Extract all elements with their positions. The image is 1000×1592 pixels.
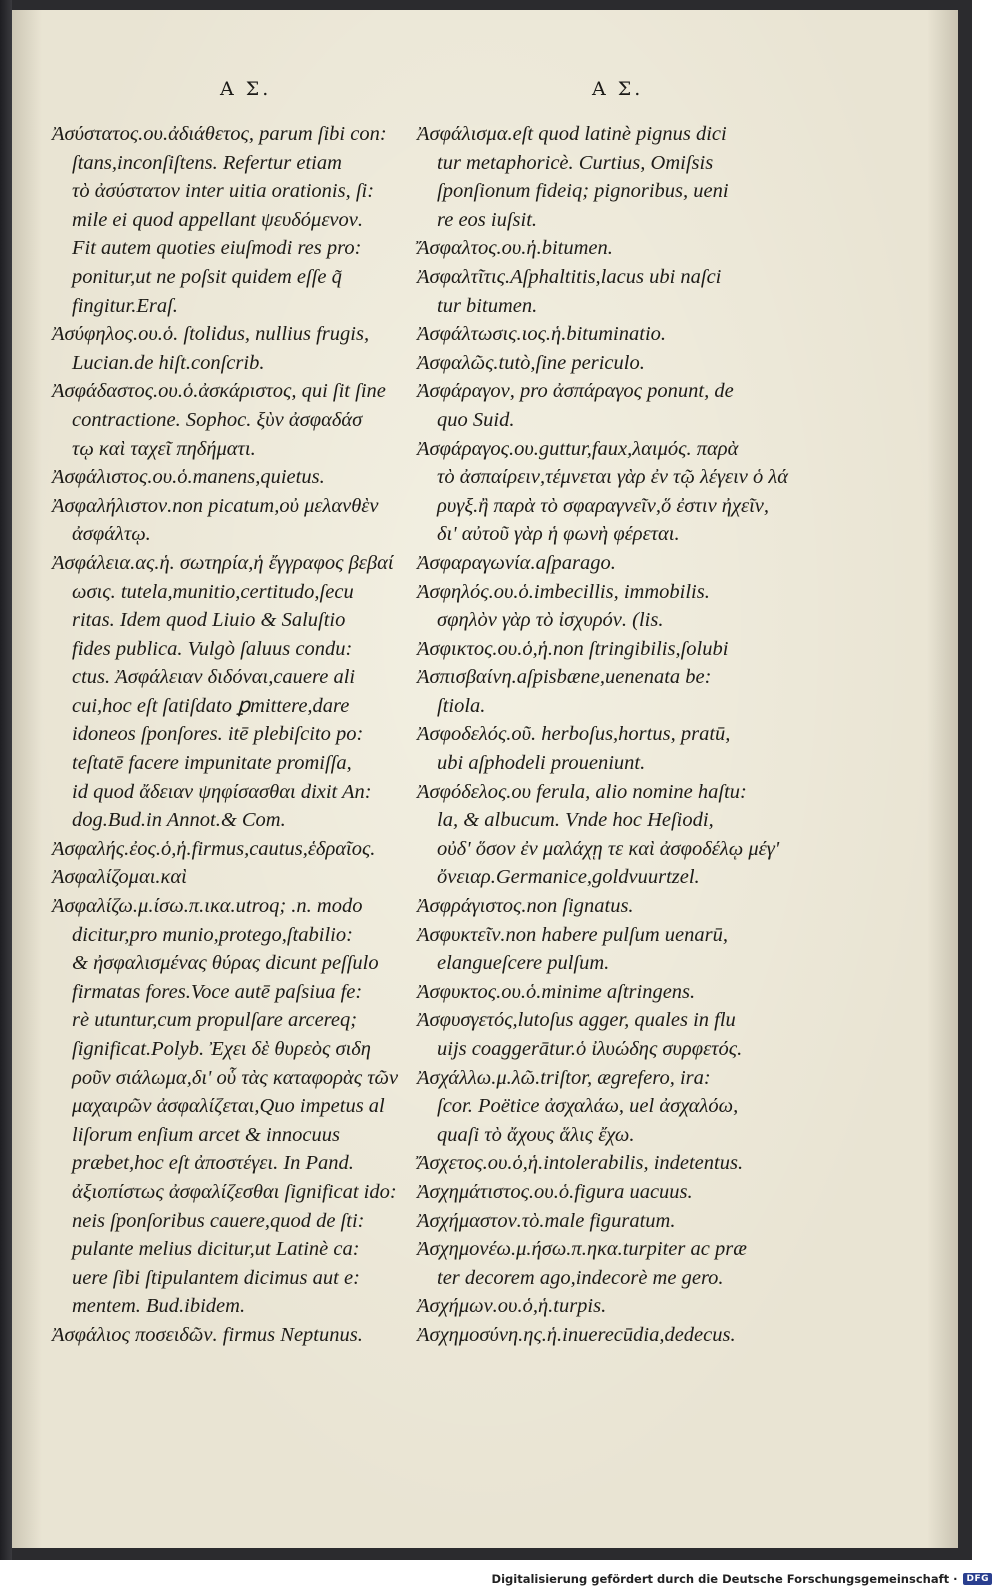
text-line: τῳ καὶ ταχεῖ πηδήματι. (72, 437, 256, 460)
text-line: Ἀσφαλίζομαι.καὶ (52, 866, 187, 889)
text-line: Ἀσφαλής.ἐος.ὁ,ἡ.firmus,cautus,ἑδραῖος. (52, 837, 376, 860)
text-line: & ἠσφαλισμένας θύρας dicunt peſſulo (72, 952, 379, 975)
text-line: elangueſcere pulſum. (437, 952, 610, 975)
text-line: pulante melius dicitur,ut Latinè ca: (72, 1238, 360, 1261)
text-line: Lucian.de hiſt.conſcrib. (72, 351, 265, 374)
text-line: rè utuntur,cum propulſare arcereq; (72, 1009, 358, 1032)
book-page (12, 10, 958, 1548)
text-line: Ἀσφαλῶς.tutò,ſine periculo. (417, 351, 645, 374)
text-line: fingitur.Eraſ. (72, 294, 178, 317)
text-line: Ἀσπισβαίνη.aſpisbæne,uenenata be: (417, 666, 712, 689)
text-line: ωσις. tutela,munitio,certitudo,ſecu (72, 580, 354, 603)
text-line: la, & albucum. Vnde hoc Heſiodi, (437, 809, 714, 832)
text-line: Ἀσφάραγον, pro ἀσπάραγος ponunt, de (417, 380, 734, 403)
footer-credit (492, 1572, 992, 1586)
text-line: Ἀσφάλεια.ας.ἡ. σωτηρία,ἡ ἔγγραφος βεβαί (52, 551, 394, 574)
text-line: re eos iuſsit. (437, 208, 538, 231)
text-line: Ἀσχήμαστον.τὸ.male figuratum. (417, 1209, 676, 1232)
text-line: ὄνειαρ.Germanice,goldvuurtzel. (437, 866, 700, 889)
text-line: Ἀσχημοσύνη.ης.ἡ.inuerecūdia,dedecus. (417, 1323, 736, 1346)
text-line: τὸ ἀσύστατον inter uitia orationis, ſi: (72, 180, 375, 203)
text-line: σφηλὸν γὰρ τὸ ἰσχυρόν. (lis. (437, 609, 664, 632)
footer-text: Digitalisierung gefördert durch die Deutsche Forschungsgemeinschaft · (491, 1572, 958, 1586)
text-line: ροῦν σιάλωμα,δι' οὗ τὰς καταφορὰς τῶν (72, 1066, 399, 1089)
text-line: idoneos ſponſores. itē plebiſcito po: (72, 723, 364, 746)
text-line: Ἀσφάλτωσις.ιος.ἡ.bituminatio. (417, 323, 667, 346)
text-line: neis ſponſoribus cauere,quod de ſti: (72, 1209, 365, 1232)
text-line: liſorum enſium arcet & innocuus (72, 1123, 340, 1146)
text-line: Ἄσχετος.ου.ὁ,ἡ.intolerabilis, indetentus. (417, 1152, 744, 1175)
text-line: Ἀσφικτος.ου.ὁ,ἡ.non ſtringibilis,ſolubi (417, 637, 729, 660)
text-line: ritas. Idem quod Liuio & Saluſtio (72, 609, 346, 632)
text-line: Ἀσύφηλος.ου.ὁ. ſtolidus, nullius frugis, (52, 323, 370, 346)
text-line: Ἀσχημονέω.μ.ήσω.π.ηκα.turpiter ac præ (417, 1238, 747, 1261)
text-line: quo Suid. (437, 408, 515, 431)
text-line: uijs coaggerātur.ὁ ἰλυώδης συρφετός. (437, 1038, 743, 1060)
text-line: Ἀσφαραγωνία.aſparago. (417, 551, 616, 574)
text-line: Ἀσφαλίζω.μ.ίσω.π.ικα.utroq; .n. modo (52, 895, 363, 918)
text-line: Ἀσφόδελος.ου ferula, alio nomine haſtu: (417, 780, 747, 803)
text-line: ſtiola. (437, 694, 486, 717)
right-column (417, 120, 789, 1350)
text-line: Ἄσφαλτος.ου.ἡ.bitumen. (417, 237, 613, 260)
text-line: ctus. Ἀσφάλειαν διδόναι,cauere ali (72, 666, 356, 689)
text-line: Ἀσύστατος.ου.ἀδιάθετος, parum ſibi con: (52, 123, 387, 145)
text-line: ter decorem ago,indecorè me gero. (437, 1266, 724, 1289)
text-line: Ἀσφάραγος.ου.guttur,faux,λαιμός. παρὰ (417, 437, 739, 460)
text-line: ρυγξ.ἢ παρὰ τὸ σφαραγνεῖν,ὅ ἐστιν ἠχεῖν, (437, 494, 769, 517)
text-line: fides publica. Vulgò ſaluus condu: (72, 637, 353, 660)
text-line: Ἀσφάλισμα.eſt quod latinè pignus dici (417, 123, 727, 145)
text-line: ἀσφάλτῳ. (72, 523, 151, 546)
text-line: quaſi τὸ ἄχους ἅλις ἔχω. (437, 1123, 635, 1146)
text-line: cui,hoc eſt ſatiſdato ꝑmittere,dare (72, 694, 350, 717)
text-line: ſignificat.Polyb. Ἐχει δὲ θυρεὸς σιδη (72, 1038, 371, 1060)
text-line: Ἀσφηλός.ου.ὁ.imbecillis, immobilis. (417, 580, 710, 603)
text-line: præbet,hoc eſt ἀποστέγει. In Pand. (72, 1152, 354, 1175)
text-line: dog.Bud.in Annot.& Com. (72, 809, 286, 832)
text-line: Ἀσφαλτῖτις.Aſphaltitis,lacus ubi naſci (417, 265, 722, 288)
dfg-logo: DFG (963, 1573, 992, 1585)
left-column (52, 120, 399, 1350)
right-running-head: Α Σ. (592, 78, 644, 100)
text-line: Ἀσχήμων.ου.ὁ,ἡ.turpis. (417, 1295, 607, 1318)
text-line: Ἀσφάλιος ποσειδῶν. firmus Neptunus. (52, 1323, 363, 1346)
text-line: id quod ἄδειαν ψηφίσασθαι dixit An: (72, 780, 372, 803)
text-line: ἀξιοπίστως ἀσφαλίζεσθαι ſignificat ido: (72, 1180, 397, 1203)
text-line: Ἀσχάλλω.μ.λῶ.triſtor, ægrefero, ira: (417, 1066, 711, 1089)
text-line: teſtatē facere impunitate promiſſa, (72, 752, 352, 775)
text-line: ſcor. Poëtice ἀσχαλάω, uel ἀσχαλόω, (437, 1095, 739, 1118)
text-line: Ἀσφράγιστος.non ſignatus. (417, 895, 634, 918)
text-line: δι' αὐτοῦ γὰρ ἡ φωνὴ φέρεται. (437, 523, 680, 546)
text-line: Ἀσφάδαστος.ου.ὁ.ἀσκάριστος, qui ſit ſine (52, 380, 386, 403)
text-line: tur bitumen. (437, 294, 538, 317)
text-line: Ἀσφυκτος.ου.ὁ.minime aſtringens. (417, 980, 696, 1003)
text-line: μαχαιρῶν ἀσφαλίζεται,Quo impetus al (72, 1095, 385, 1118)
scan-edge (0, 0, 12, 1560)
text-line: Ἀσφοδελός.οῦ. herboſus,hortus, pratū, (417, 723, 731, 746)
text-line: Ἀσφυκτεῖν.non habere pulſum uenarū, (417, 923, 728, 946)
text-line: ſponſionum fideiq; pignoribus, ueni (437, 180, 729, 203)
text-line: Ἀσφυσγετός,lutoſus agger, quales in flu (417, 1009, 736, 1032)
text-line: tur metaphoricè. Curtius, Omiſsis (437, 151, 714, 174)
text-line: Ἀσχημάτιστος.ου.ὁ.figura uacuus. (417, 1180, 693, 1203)
text-line: Ἀσφάλιστος.ου.ὁ.manens,quietus. (52, 466, 325, 489)
text-line: Fit autem quoties eiuſmodi res pro: (72, 237, 362, 260)
text-line: οὐδ' ὅσον ἐν μαλάχῃ τε καὶ ἀσφοδέλῳ μέγ' (437, 837, 780, 860)
text-line: ubi aſphodeli proueniunt. (437, 752, 646, 775)
text-line: mile ei quod appellant ψευδόμενον. (72, 208, 363, 231)
text-line: ponitur,ut ne poſsit quidem eſſe q̃ (72, 265, 342, 288)
text-line: contractione. Sophoc. ξὺν ἀσφαδάσ (72, 408, 363, 431)
text-line: τὸ ἀσπαίρειν,τέμνεται γὰρ ἐν τῷ λέγειν ὁ λά (437, 466, 789, 489)
text-line: mentem. Bud.ibidem. (72, 1295, 246, 1318)
text-line: uere ſibi ſtipulantem dicimus aut e: (72, 1266, 360, 1289)
text-line: ſtans,inconſiſtens. Refertur etiam (72, 151, 342, 174)
text-line: dicitur,pro munio,protego,ſtabilio: (72, 923, 353, 946)
text-line: firmatas fores.Voce autē paſsiua fe: (72, 980, 363, 1003)
left-running-head: Α Σ. (220, 78, 272, 100)
text-line: Ἀσφαλήλιστον.non picatum,οὐ μελανθὲν (52, 494, 379, 517)
